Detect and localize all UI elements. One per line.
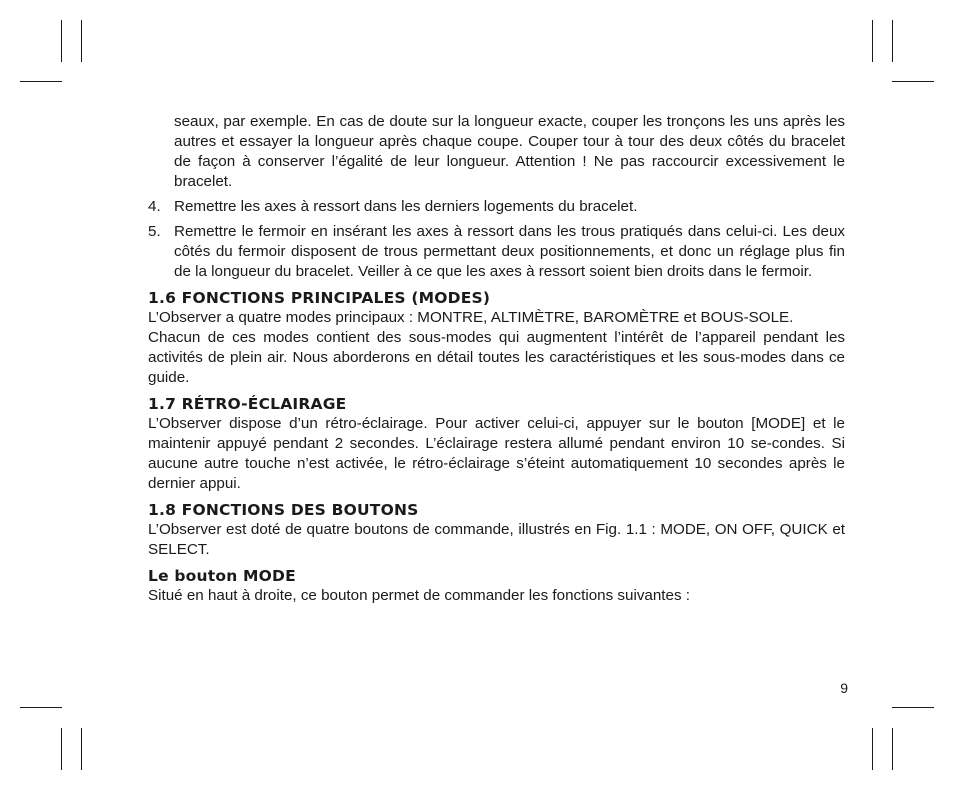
crop-mark-bottom-right-inner — [872, 728, 873, 770]
list-item-text: Remettre les axes à ressort dans les derniers logements du bracelet. — [174, 198, 638, 215]
list-item-5 — [148, 222, 845, 282]
list-item-number: 5. — [148, 223, 161, 240]
crop-mark-top-left-outer — [61, 20, 62, 62]
section-paragraph: L’Observer dispose d’un rétro-éclairage. Pour activer celui-ci, appuyer sur le bouton [MODE] et le maintenir appuyé pendant 2 secondes. L’éclairage restera allumé pendant environ 10 se-condes. Si aucune autre touche n’est activée, le rétro-éclairage s’éteint automatiquement 10 secondes après le dernier appui. — [148, 415, 845, 492]
section-heading-backlight: 1.7 RÉTRO-ÉCLAIRAGE — [148, 395, 347, 413]
crop-mark-bottom-right-horizontal — [892, 707, 934, 708]
list-item-number: 4. — [148, 198, 161, 215]
crop-mark-bottom-left-horizontal — [20, 707, 62, 708]
page-content — [148, 112, 845, 606]
section-paragraph: L’Observer est doté de quatre boutons de commande, illustrés en Fig. 1.1 : MODE, ON OFF, QUICK et SELECT. — [148, 521, 845, 558]
section-paragraph: Chacun de ces modes contient des sous-modes qui augmentent l’intérêt de l’appareil pendant les activités de plein air. Nous aborderons en détail toutes les caractéristiques et les sous-modes dans ce guide. — [148, 329, 845, 386]
crop-mark-bottom-left-inner — [81, 728, 82, 770]
list-item-text: Remettre le fermoir en insérant les axes à ressort dans les trous pratiqués dans celui-ci. Les deux côtés du fermoir disposent de trous permettant deux positionnements, et donc un réglage plus fin de la longueur du bracelet. Veiller à ce que les axes à ressort soient bien droits dans le fermoir. — [174, 223, 845, 280]
section-paragraph: Situé en haut à droite, ce bouton permet de commander les fonctions suivantes : — [148, 587, 691, 604]
crop-mark-top-right-inner — [872, 20, 873, 62]
page-number: 9 — [840, 680, 848, 696]
section-heading-modes: 1.6 FONCTIONS PRINCIPALES (MODES) — [148, 289, 491, 307]
crop-mark-top-right-outer — [892, 20, 893, 62]
list-item-4 — [148, 197, 845, 217]
section-heading-buttons: 1.8 FONCTIONS DES BOUTONS — [148, 501, 419, 519]
crop-mark-top-left-inner — [81, 20, 82, 62]
section-heading-mode-button: Le bouton MODE — [148, 567, 296, 585]
crop-mark-bottom-left-outer — [61, 728, 62, 770]
section-paragraph: L’Observer a quatre modes principaux : MONTRE, ALTIMÈTRE, BAROMÈTRE et BOUS-SOLE. — [148, 309, 794, 326]
crop-mark-bottom-right-outer — [892, 728, 893, 770]
crop-mark-top-left-horizontal — [20, 81, 62, 82]
crop-mark-top-right-horizontal — [892, 81, 934, 82]
list-item-continued — [148, 112, 845, 192]
list-item-text: seaux, par exemple. En cas de doute sur la longueur exacte, couper les tronçons les uns après les autres et essayer la longueur après chaque coupe. Couper tour à tour des deux côtés du bracelet de façon à conserver l’égalité de leur longueur. Attention ! Ne pas raccourcir excessivement le bracelet. — [174, 113, 845, 190]
